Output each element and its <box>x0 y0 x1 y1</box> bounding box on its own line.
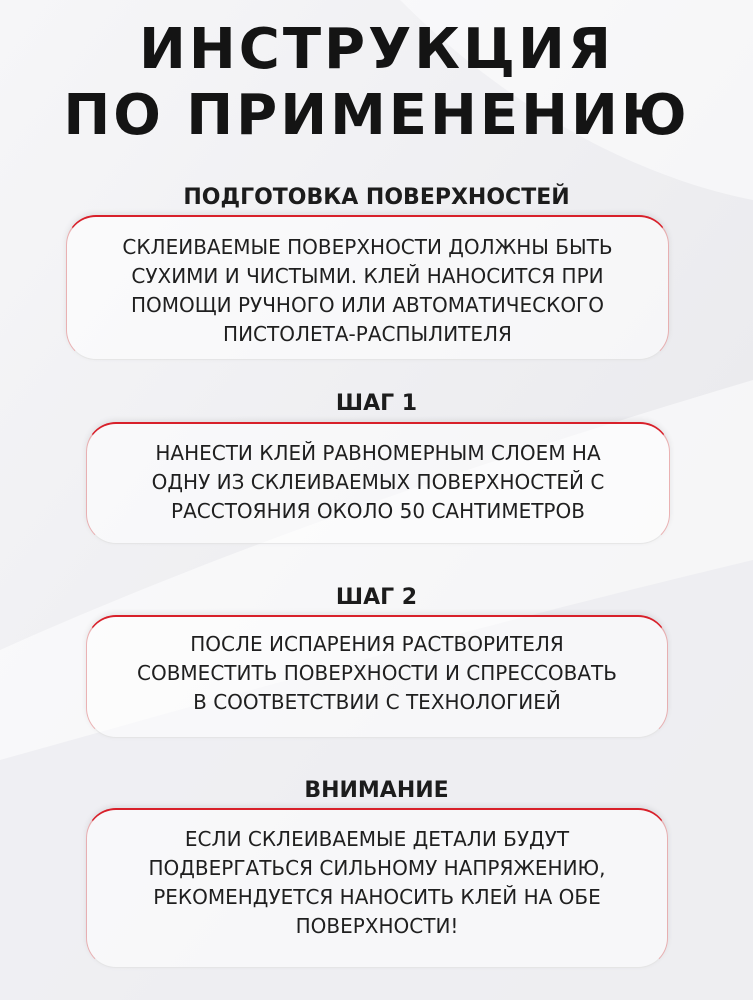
text-line: ПОВЕРХНОСТИ! <box>295 914 459 938</box>
text-line: ПОДВЕРГАТЬСЯ СИЛЬНОМУ НАПРЯЖЕНИЮ, <box>148 856 606 880</box>
text-line: СОВМЕСТИТЬ ПОВЕРХНОСТИ И СПРЕССОВАТЬ <box>137 661 617 685</box>
page-title-line1: ИНСТРУКЦИЯ <box>139 17 614 82</box>
text-line: ПОМОЩИ РУЧНОГО ИЛИ АВТОМАТИЧЕСКОГО <box>131 293 604 317</box>
section-card-step1 <box>86 422 670 544</box>
section-text-step2 <box>87 630 667 717</box>
section-card-step2 <box>86 615 668 738</box>
text-line: ЕСЛИ СКЛЕИВАЕМЫЕ ДЕТАЛИ БУДУТ <box>184 827 570 851</box>
text-line: НАНЕСТИ КЛЕЙ РАВНОМЕРНЫМ СЛОЕМ НА <box>155 441 601 465</box>
section-heading-step1: ШАГ 1 <box>335 391 418 416</box>
text-line: СКЛЕИВАЕМЫЕ ПОВЕРХНОСТИ ДОЛЖНЫ БЫТЬ <box>122 235 613 259</box>
page-title-line2: ПО ПРИМЕНЕНИЮ <box>63 83 690 148</box>
section-heading-preparation: ПОДГОТОВКА ПОВЕРХНОСТЕЙ <box>183 185 570 210</box>
text-line: ПИСТОЛЕТА-РАСПЫЛИТЕЛЯ <box>223 322 512 346</box>
text-line: ПОСЛЕ ИСПАРЕНИЯ РАСТВОРИТЕЛЯ <box>190 632 564 656</box>
text-line: В СООТВЕТСТВИИ С ТЕХНОЛОГИЕЙ <box>193 690 561 714</box>
section-text-step1 <box>87 439 669 526</box>
text-line: ОДНУ ИЗ СКЛЕИВАЕМЫХ ПОВЕРХНОСТЕЙ С <box>151 470 605 494</box>
section-text-preparation <box>67 233 668 349</box>
text-line: РАССТОЯНИЯ ОКОЛО 50 САНТИМЕТРОВ <box>171 499 585 523</box>
text-line: РЕКОМЕНДУЕТСЯ НАНОСИТЬ КЛЕЙ НА ОБЕ <box>153 885 601 909</box>
section-card-warning <box>86 808 668 968</box>
section-heading-step2: ШАГ 2 <box>335 585 418 610</box>
section-card-preparation <box>66 215 669 360</box>
section-text-warning <box>87 825 667 941</box>
text-line: СУХИМИ И ЧИСТЫМИ. КЛЕЙ НАНОСИТСЯ ПРИ <box>131 264 604 288</box>
section-heading-warning: ВНИМАНИЕ <box>304 778 449 803</box>
